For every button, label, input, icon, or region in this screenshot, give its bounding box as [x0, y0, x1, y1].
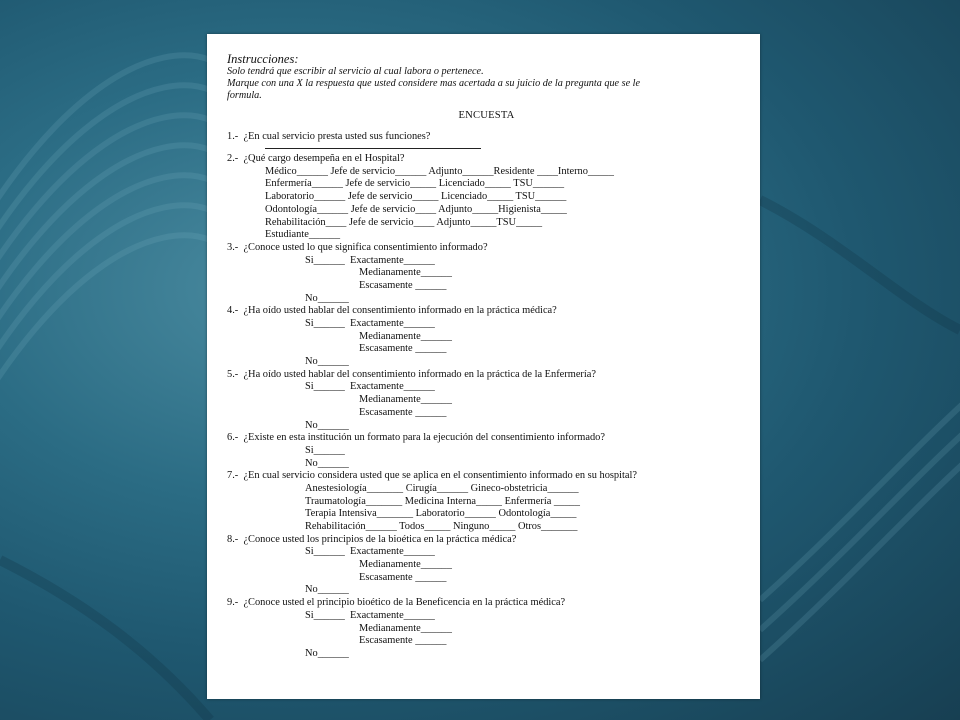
survey-question: 8.- ¿Conoce usted los principios de la bioética en la práctica médica?	[227, 533, 517, 545]
survey-option-line: Si______ Exactamente______	[305, 381, 435, 393]
survey-option-line: No______	[305, 356, 349, 368]
survey-question: 4.- ¿Ha oído usted hablar del consentimiento informado en la práctica médica?	[227, 305, 557, 317]
survey-question: 6.- ¿Existe en esta institución un formato para la ejecución del consentimiento informado?	[227, 432, 605, 444]
survey-option-line: Anestesiología_______ Cirugía______ Gineco-obstetricia______	[305, 482, 579, 494]
instructions-line-2: Marque con una X la respuesta que usted considere mas acertada a su juicio de la pregunta que se le	[227, 77, 640, 89]
survey-option-line: Si______ Exactamente______	[305, 318, 435, 330]
survey-option-line: Escasamente ______	[359, 343, 447, 355]
survey-question: 2.- ¿Qué cargo desempeña en el Hospital?	[227, 153, 405, 165]
survey-option-line: Si______ Exactamente______	[305, 609, 435, 621]
survey-option-line: Medianamente______	[359, 267, 452, 279]
survey-option-line: Medianamente______	[359, 330, 452, 342]
survey-option-line: No______	[305, 292, 349, 304]
survey-question: 7.- ¿En cual servicio considera usted que se aplica en el consentimiento informado en su hospital?	[227, 470, 638, 482]
survey-question: 5.- ¿Ha oído usted hablar del consentimiento informado en la práctica de la Enfermería?	[227, 368, 597, 380]
survey-option-line: Escasamente ______	[359, 279, 447, 291]
survey-option-line: No______	[305, 647, 349, 659]
survey-option-line: Estudiante______	[265, 229, 341, 241]
survey-option-line: No______	[305, 419, 349, 431]
survey-option-line: No______	[305, 584, 349, 596]
survey-option-line: Rehabilitación______ Todos_____ Ninguno_____ Otros_______	[305, 521, 578, 533]
survey-title: ENCUESTA	[458, 110, 515, 122]
instructions-title: Instrucciones:	[227, 52, 299, 66]
survey-option-line: Enfermería______ Jefe de servicio_____ Licenciado_____ TSU______	[265, 178, 565, 190]
survey-option-line: Medianamente______	[359, 394, 452, 406]
survey-option-line: Medianamente______	[359, 622, 452, 634]
survey-option-line: Escasamente ______	[359, 406, 447, 418]
survey-option-line: Si______ Exactamente______	[305, 546, 435, 558]
survey-questions	[227, 131, 746, 660]
survey-option-line: Odontología______ Jefe de servicio____ Adjunto_____Higienista_____	[265, 203, 567, 215]
survey-option-line: Traumatología_______ Medicina Interna_____ Enfermería _____	[305, 495, 580, 507]
instructions-line-1: Solo tendrá que escribir al servicio al cual labora o pertenece.	[227, 66, 484, 77]
survey-option-line: Medianamente______	[359, 559, 452, 571]
survey-option-line: Si______ Exactamente______	[305, 254, 435, 266]
survey-option-line: No______	[305, 457, 349, 469]
survey-option-line: Terapia Intensiva_______ Laboratorio______ Odontología_____	[305, 508, 577, 520]
survey-option-line: Escasamente ______	[359, 571, 447, 583]
survey-option-line: Médico______ Jefe de servicio______ Adjunto______Residente ____Interno_____	[265, 165, 614, 177]
survey-document	[207, 34, 760, 699]
survey-question: 3.- ¿Conoce usted lo que significa consentimiento informado?	[227, 241, 488, 253]
document-content	[227, 52, 746, 661]
survey-question: 1.- ¿En cual servicio presta usted sus funciones?	[227, 131, 431, 143]
answer-blank-line	[265, 144, 481, 149]
survey-option-line: Rehabilitación____ Jefe de servicio____ Adjunto_____TSU_____	[265, 216, 543, 228]
instructions-line-3: formula.	[227, 89, 262, 101]
survey-option-line: Si______	[305, 444, 345, 456]
survey-option-line: Escasamente ______	[359, 635, 447, 647]
survey-question: 9.- ¿Conoce usted el principio bioético de la Beneficencia en la práctica médica?	[227, 597, 566, 609]
survey-option-line: Laboratorio______ Jefe de servicio_____ Licenciado_____ TSU______	[265, 191, 567, 203]
